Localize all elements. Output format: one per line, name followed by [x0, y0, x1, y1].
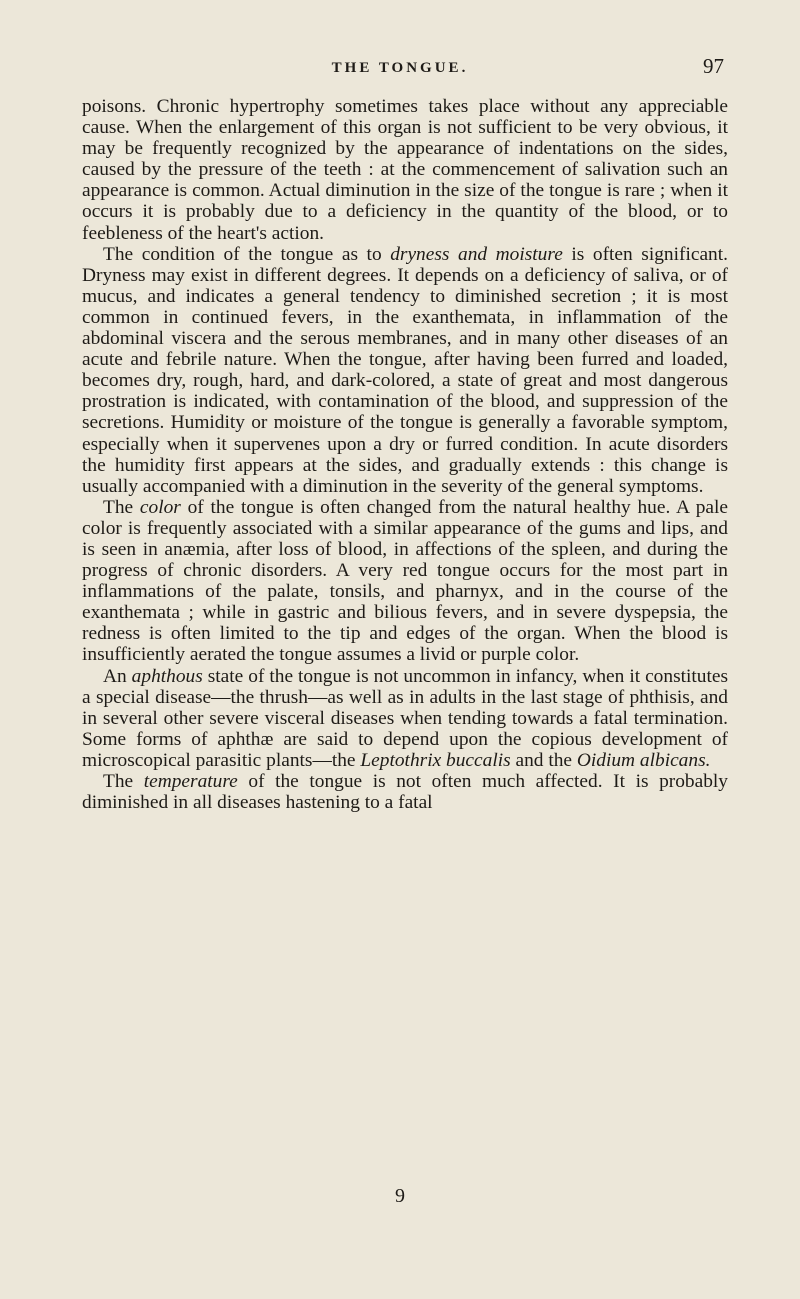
paragraph [82, 771, 728, 813]
page-number: 97 [703, 54, 724, 78]
italic-text: temperature [143, 771, 238, 792]
text-run: The condition of the tongue as to [103, 243, 391, 265]
italic-text: Oidium albicans. [576, 749, 711, 771]
text-run: poisons. Chronic hypertrophy sometimes takes place without any appreciable cause. When the enlargement of this organ is not sufficient to be very obvious, it may be frequently recognized by the appearance of indentations on the sides, caused by the pressure of the teeth : at the commencement of salivation such an appearance is common. Actual diminution in the size of the tongue is rare ; when it occurs it is probably due to a deficiency in the quantity of the blood, or to feebleness of the heart's action. [82, 96, 728, 244]
text-run: The [103, 496, 140, 518]
body-text [82, 96, 728, 813]
paragraph [82, 96, 728, 244]
paragraph [82, 497, 728, 666]
text-run: is often significant. Dryness may exist in different degrees. It depends on a deficiency of saliva, or of mucus, and indicates a general tendency to diminished secretion ; it is most common in continued fevers, in the exanthemata, in inflammation of the abdominal viscera and the serous membranes, and in many other diseases of an acute and febrile nature. When the tongue, after having been furred and loaded, becomes dry, rough, hard, and dark-colored, a state of great and most dangerous prostration is indicated, with contamination of the blood, and suppression of the secretions. Humidity or moisture of the tongue is generally a favorable symptom, especially when it supervenes upon a dry or furred condition. In acute disorders the humidity first appears at the sides, and gradually extends : this change is usually accompanied with a diminution in the severity of the general symptoms. [82, 243, 728, 497]
text-run: state of the tongue is not uncommon in infancy, when it constitutes a special disease—the thrush—as well as in adults in the last stage of phthisis, and in several other severe visceral diseases when tending towards a fatal termination. Some forms of aphthæ are said to depend upon the copious development of microscopical parasitic plants—the [82, 665, 729, 771]
italic-text: color [139, 496, 181, 518]
text-run: An [103, 665, 132, 687]
text-run: of the tongue is often changed from the natural healthy hue. A pale color is frequently associated with a similar appearance of the gums and lips, and is seen in anæmia, after loss of blood, in affections of the spleen, and during the progress of chronic disorders. A very red tongue occurs for the most part in inflammations of the palate, tonsils, and pharnyx, and in the course of the exanthemata ; while in gastric and bilious fevers, and in severe dyspepsia, the redness is often limited to the tip and edges of the organ. When the blood is insufficiently aerated the tongue assumes a livid or purple color. [82, 496, 728, 666]
paragraph [82, 244, 728, 497]
italic-text: dryness and moisture [390, 243, 563, 265]
italic-text: Leptothrix buccalis [360, 749, 511, 771]
italic-text: aphthous [131, 665, 203, 687]
paragraph [82, 666, 728, 771]
signature-mark: 9 [395, 1185, 405, 1207]
text-run: and the [510, 749, 577, 771]
running-title: THE TONGUE. [331, 60, 469, 76]
text-run: The [103, 771, 144, 792]
text-run: of the tongue is not often much affected. It is probably diminished in all diseases hastening to a fatal [82, 771, 729, 814]
running-head [0, 54, 800, 84]
